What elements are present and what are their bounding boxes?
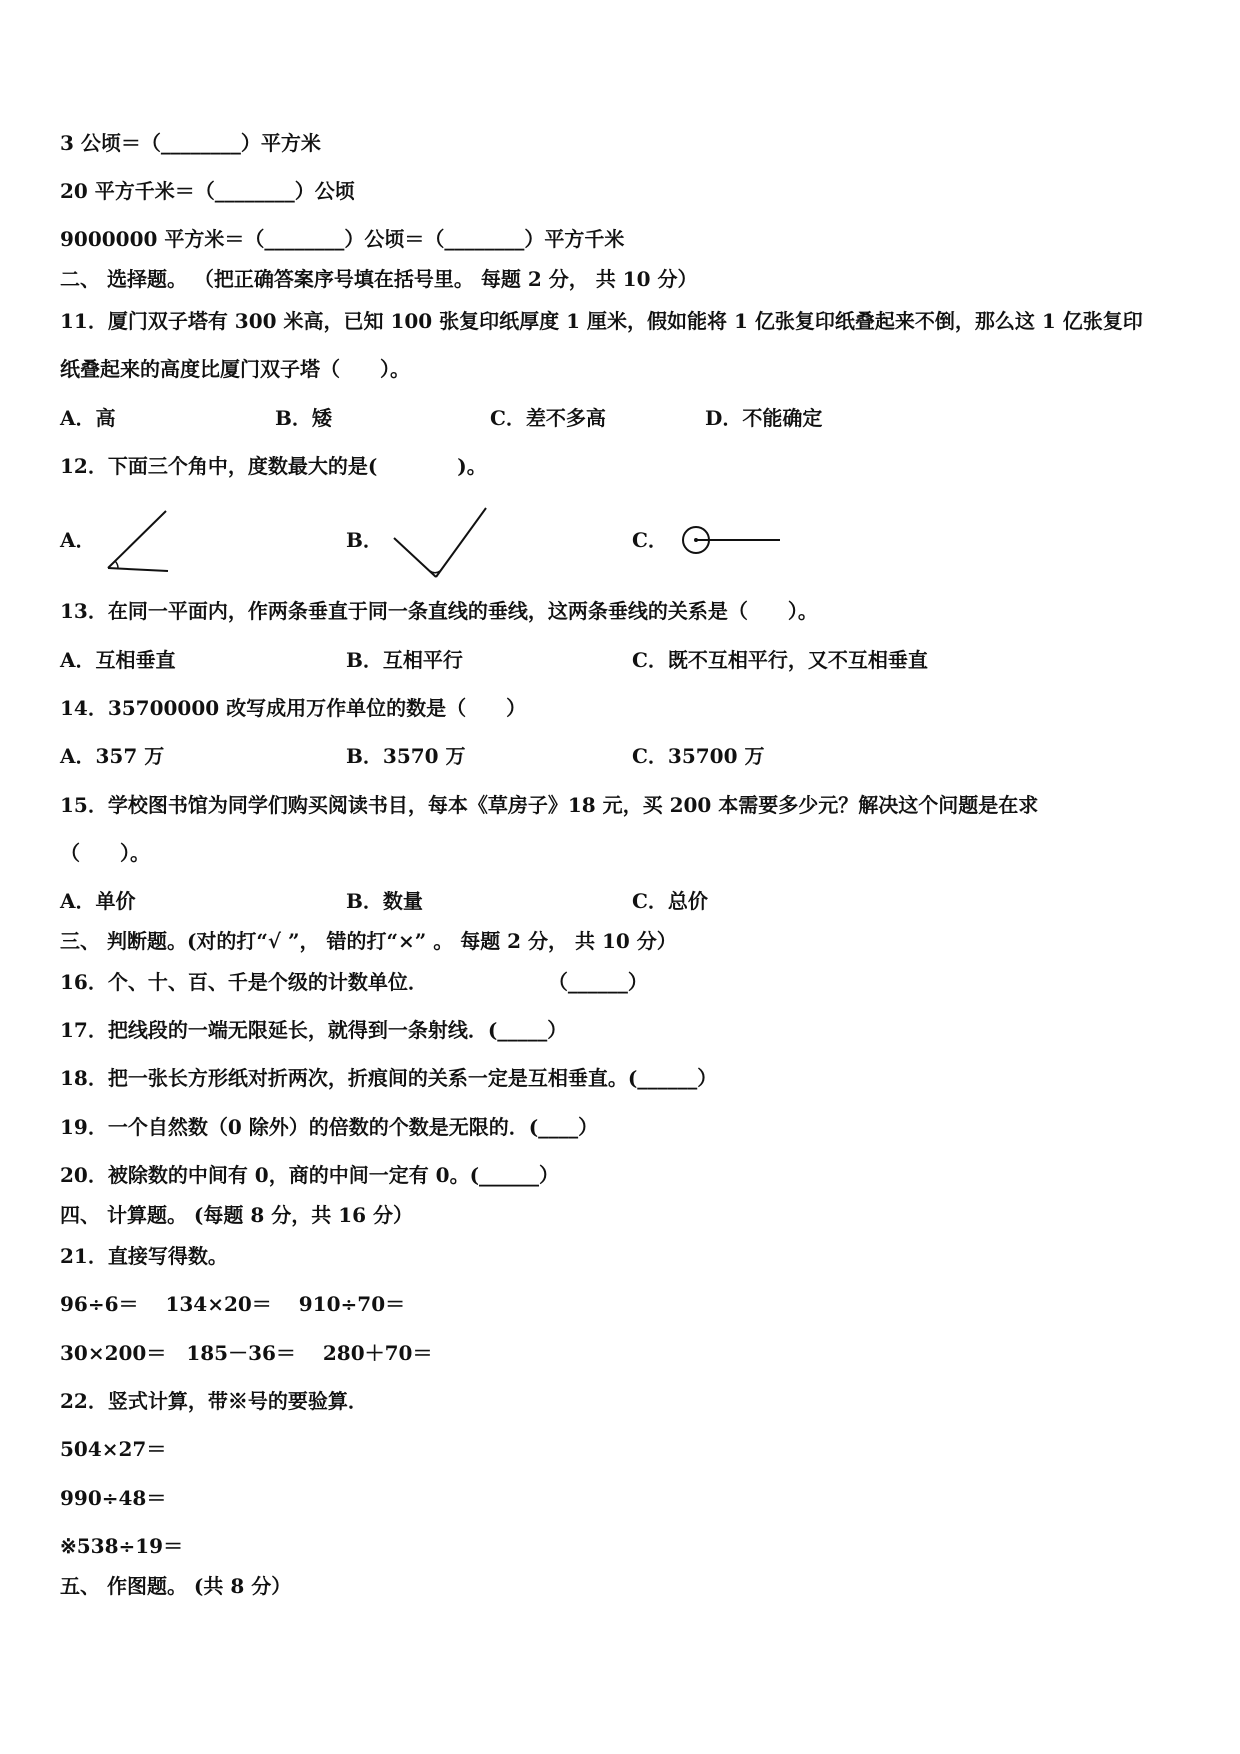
conversion-line-2: 20 平方千米＝（________）公顷 [60, 179, 355, 203]
q12-text: 12．下面三个角中，度数最大的是( )。 [60, 454, 487, 478]
q14-option-c: C．35700 万 [632, 744, 765, 768]
q22-item-2: 990÷48＝ [60, 1486, 167, 1510]
conversion-line-3: 9000000 平方米＝（________）公顷＝（________）平方千米 [60, 227, 625, 251]
section-4-heading: 四、 计算题。 (每题 8 分，共 16 分） [60, 1203, 413, 1227]
q12-option-a-label: A． [60, 528, 96, 552]
section-2-heading: 二、 选择题。 （把正确答案序号填在括号里。 每题 2 分， 共 10 分） [60, 267, 698, 291]
q15-option-a: A．单价 [60, 889, 136, 913]
q15-text-line-2: （ ）。 [60, 841, 150, 865]
q11-option-b: B．矮 [275, 406, 332, 430]
q11-option-a: A．高 [60, 406, 116, 430]
full-angle-figure [678, 522, 783, 558]
q14-option-b: B．3570 万 [346, 744, 466, 768]
q22-text: 22．竖式计算，带※号的要验算． [60, 1389, 368, 1413]
acute-angle-figure [100, 505, 175, 575]
q21-text: 21．直接写得数。 [60, 1244, 228, 1268]
conversion-line-1: 3 公顷＝（________）平方米 [60, 131, 321, 155]
q13-option-c: C．既不互相平行，又不互相垂直 [632, 648, 928, 672]
q15-option-c: C．总价 [632, 889, 708, 913]
judge-q18: 18．把一张长方形纸对折两次，折痕间的关系一定是互相垂直。(______） [60, 1066, 718, 1090]
q12-option-c-label: C． [632, 528, 668, 552]
q14-option-a: A．357 万 [60, 744, 165, 768]
q21-row-2: 30×200＝ 185－36＝ 280＋70＝ [60, 1341, 433, 1365]
section-3-heading: 三、 判断题。(对的打“√ ”， 错的打“×” 。 每题 2 分， 共 10 分） [60, 929, 677, 953]
v-angle-figure [390, 505, 490, 580]
q15-option-b: B．数量 [346, 889, 423, 913]
q14-text: 14．35700000 改写成用万作单位的数是（ ） [60, 696, 527, 720]
judge-q17: 17．把线段的一端无限延长，就得到一条射线．(_____） [60, 1018, 568, 1042]
q11-text-line-1: 11．厦门双子塔有 300 米高，已知 100 张复印纸厚度 1 厘米，假如能将 1 亿张复印纸叠起来不倒，那么这 1 亿张复印 [60, 309, 1143, 333]
q22-item-3: ※538÷19＝ [60, 1534, 184, 1558]
q11-option-c: C．差不多高 [490, 406, 606, 430]
q11-option-d: D．不能确定 [705, 406, 823, 430]
judge-q20: 20．被除数的中间有 0，商的中间一定有 0。(______） [60, 1163, 560, 1187]
q21-row-1: 96÷6＝ 134×20＝ 910÷70＝ [60, 1292, 406, 1316]
judge-q16: 16．个、十、百、千是个级的计数单位． （______） [60, 970, 648, 994]
q13-option-b: B．互相平行 [346, 648, 463, 672]
q12-option-b-label: B． [346, 528, 383, 552]
q13-text: 13．在同一平面内，作两条垂直于同一条直线的垂线，这两条垂线的关系是（ ）。 [60, 599, 818, 623]
q13-option-a: A．互相垂直 [60, 648, 176, 672]
judge-q19: 19．一个自然数（0 除外）的倍数的个数是无限的．(____） [60, 1115, 599, 1139]
section-5-heading: 五、 作图题。 (共 8 分） [60, 1574, 292, 1598]
q22-item-1: 504×27＝ [60, 1437, 167, 1461]
q11-text-line-2: 纸叠起来的高度比厦门双子塔（ ）。 [60, 357, 410, 381]
q15-text-line-1: 15．学校图书馆为同学们购买阅读书目，每本《草房子》18 元，买 200 本需要多少元？解决这个问题是在求 [60, 793, 1039, 817]
